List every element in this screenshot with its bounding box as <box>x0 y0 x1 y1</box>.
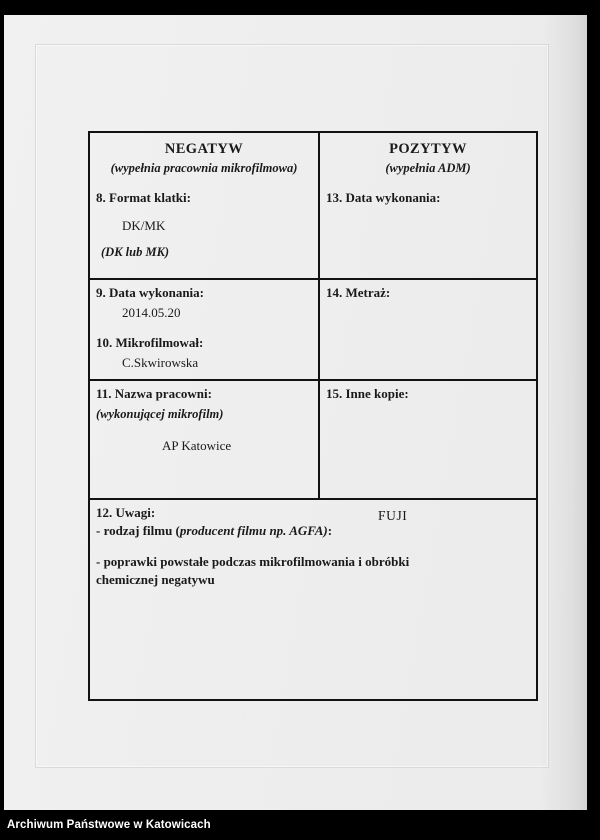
field-value-10-mikrofilmowal: C.Skwirowska <box>122 354 199 370</box>
microfilm-form-table <box>88 131 538 701</box>
field-label-8-format-klatki: 8. Format klatki: <box>96 189 191 205</box>
cell-negative-date-operator <box>89 279 319 380</box>
notes-corrections-line-2: chemicznej negatywu <box>96 571 215 587</box>
cell-positive-metraz <box>319 279 537 380</box>
spacer <box>96 540 530 554</box>
column-header-negative-subtitle: (wypełnia pracownia mikrofilmowa) <box>110 160 298 175</box>
spacer <box>96 321 312 335</box>
spacer <box>96 424 312 438</box>
column-header-negative-title: NEGATYW <box>164 141 244 157</box>
column-header-positive-title: POZYTYW <box>389 141 467 157</box>
footer-caption-bar <box>0 810 600 840</box>
paper-sheet <box>4 15 587 810</box>
field-label-14-metraz: 14. Metraż: <box>326 285 391 300</box>
cell-notes-uwagi <box>89 499 537 700</box>
field-label-9-data-wykonania: 9. Data wykonania: <box>96 285 204 300</box>
field-value-8-format-klatki: DK/MK <box>122 218 166 234</box>
archive-attribution-caption: Archiwum Państwowe w Katowicach <box>7 819 211 831</box>
field-label-11-nazwa-pracowni: 11. Nazwa pracowni: <box>96 386 212 401</box>
spacer <box>96 235 312 244</box>
table-row <box>89 380 537 499</box>
notes-film-type-line <box>96 523 530 540</box>
column-header-positive-subtitle: (wypełnia ADM) <box>385 160 471 175</box>
field-label-12-uwagi: 12. Uwagi: <box>96 505 156 520</box>
field-value-9-data-wykonania: 2014.05.20 <box>122 304 181 320</box>
notes-corrections-line-1: - poprawki powstałe podczas mikrofilmowania i obróbki <box>96 554 410 570</box>
field-label-15-inne-kopie: 15. Inne kopie: <box>326 386 409 401</box>
table-row <box>89 132 537 279</box>
field-note-11-nazwa-pracowni: (wykonującej mikrofilm) <box>96 406 224 421</box>
cell-negative-lab-name <box>89 380 319 499</box>
field-label-13-data-wykonania: 13. Data wykonania: <box>326 189 441 205</box>
table-row <box>89 499 537 700</box>
notes-film-type-suffix: : <box>327 522 333 538</box>
cell-positive-date <box>319 132 537 279</box>
cell-negative-format <box>89 132 319 279</box>
field-note-8-format-klatki: (DK lub MK) <box>101 244 170 259</box>
spacer <box>96 209 312 218</box>
field-value-film-brand: FUJI <box>378 508 408 523</box>
notes-film-type-prefix: - rodzaj filmu ( <box>96 522 180 538</box>
field-label-10-mikrofilmowal: 10. Mikrofilmował: <box>96 335 204 351</box>
field-value-11-nazwa-pracowni: AP Katowice <box>162 437 232 453</box>
table-row <box>89 279 537 380</box>
notes-film-type-italic: producent filmu np. AGFA) <box>179 522 328 538</box>
cell-positive-other-copies <box>319 380 537 499</box>
